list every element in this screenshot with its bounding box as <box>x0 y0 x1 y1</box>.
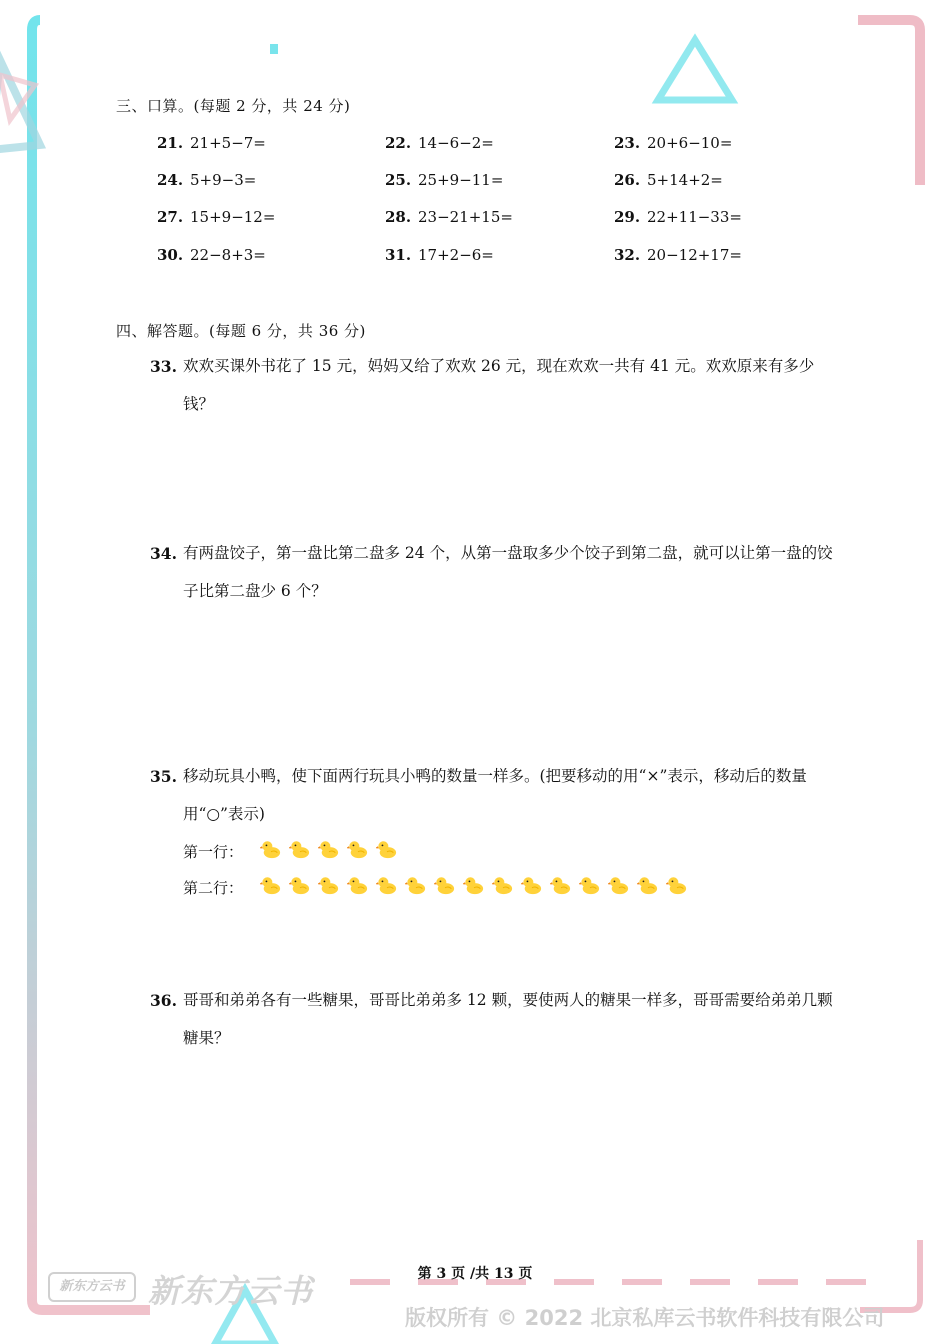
duck-icon <box>289 875 318 899</box>
calc-item: 23. 20+6−10= <box>614 134 733 152</box>
duck-icon <box>492 875 521 899</box>
brand-logo: 新东方云书 <box>48 1272 136 1302</box>
calc-item: 27. 15+9−12= <box>157 208 276 226</box>
duck-icon <box>318 875 347 899</box>
duck-icon <box>347 875 376 899</box>
duck-icon <box>405 875 434 899</box>
duck-icon <box>521 875 550 899</box>
duck-icon <box>463 875 492 899</box>
question-35: 35. 移动玩具小鸭，使下面两行玩具小鸭的数量一样多。(把要移动的用“×”表示，移动后的数量用“○”表示) <box>150 767 807 823</box>
duck-row-1: 第一行： <box>183 839 405 863</box>
calc-item: 25. 25+9−11= <box>385 171 504 189</box>
calc-item: 21. 21+5−7= <box>157 134 266 152</box>
calc-item: 32. 20−12+17= <box>614 246 742 264</box>
duck-icon <box>260 839 289 863</box>
duck-icon <box>376 839 405 863</box>
duck-row-2: 第二行： <box>183 875 695 899</box>
section-4-title: 四、解答题。(每题 6 分，共 36 分) <box>116 322 366 340</box>
duck-icon <box>434 875 463 899</box>
duck-icon <box>666 875 695 899</box>
question-34: 34. 有两盘饺子，第一盘比第二盘多 24 个，从第一盘取多少个饺子到第二盘，就可以让第一盘的饺子比第二盘少 6 个？ <box>150 544 833 600</box>
section-3-title: 三、口算。(每题 2 分，共 24 分) <box>116 97 351 115</box>
duck-icon <box>318 839 347 863</box>
calc-item: 24. 5+9−3= <box>157 171 257 189</box>
calc-item: 29. 22+11−33= <box>614 208 742 226</box>
duck-icon <box>347 839 376 863</box>
duck-icon <box>579 875 608 899</box>
calc-item: 31. 17+2−6= <box>385 246 494 264</box>
duck-icon <box>376 875 405 899</box>
question-36: 36. 哥哥和弟弟各有一些糖果，哥哥比弟弟多 12 颗，要使两人的糖果一样多，哥哥需要给弟弟几颗糖果？ <box>150 991 833 1047</box>
duck-icon <box>608 875 637 899</box>
brand-name: 新东方云书 <box>148 1272 314 1310</box>
duck-icon <box>260 875 289 899</box>
duck-icon <box>637 875 666 899</box>
question-33: 33. 欢欢买课外书花了 15 元，妈妈又给了欢欢 26 元，现在欢欢一共有 41 元。欢欢原来有多少钱？ <box>150 357 815 413</box>
copyright-text: 版权所有 © 2022 北京私库云书软件科技有限公司 <box>405 1306 885 1330</box>
calc-item: 26. 5+14+2= <box>614 171 723 189</box>
calc-item: 28. 23−21+15= <box>385 208 513 226</box>
duck-icon <box>550 875 579 899</box>
calc-item: 30. 22−8+3= <box>157 246 266 264</box>
page-number: 第 3 页 /共 13 页 <box>417 1266 533 1282</box>
duck-icon <box>289 839 318 863</box>
calc-item: 22. 14−6−2= <box>385 134 494 152</box>
